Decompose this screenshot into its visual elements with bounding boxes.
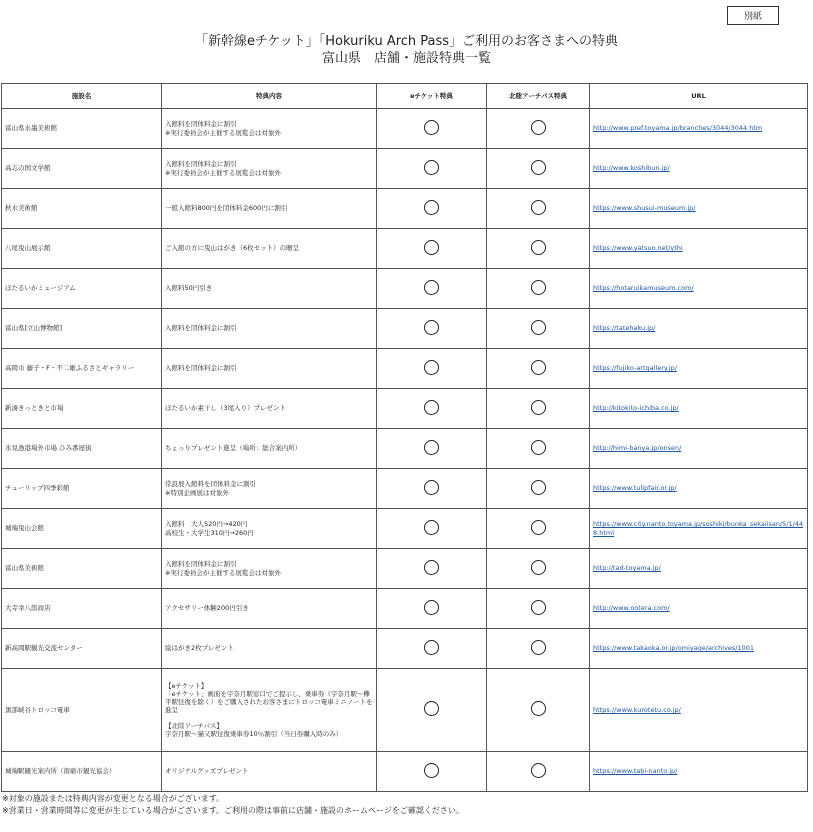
table-row — [2, 589, 808, 629]
header-archpass: 北陸アーチパス特典 — [487, 84, 590, 109]
circle-mark-icon — [531, 240, 546, 255]
facility-name: 大寺幸八郎商店 — [2, 589, 162, 629]
table-row — [2, 229, 808, 269]
url-link[interactable]: http://www.pref.toyama.jp/branches/3044/3044.htm — [590, 109, 808, 149]
url-link[interactable]: https://tatehaku.jp/ — [590, 309, 808, 349]
facility-name: ほたるいかミュージアム — [2, 269, 162, 309]
eticket-mark-cell — [377, 752, 487, 792]
circle-mark-icon — [424, 520, 439, 535]
archpass-mark-cell — [487, 469, 590, 509]
header-benefit: 特典内容 — [162, 84, 377, 109]
circle-mark-icon — [424, 400, 439, 415]
circle-mark-icon — [531, 600, 546, 615]
facility-name: 高志の国文学館 — [2, 149, 162, 189]
eticket-mark-cell — [377, 509, 487, 549]
facility-name: 富山県[立山博物館] — [2, 309, 162, 349]
facility-name: 八尾曳山展示館 — [2, 229, 162, 269]
circle-mark-icon — [531, 200, 546, 215]
table-row — [2, 669, 808, 752]
archpass-mark-cell — [487, 269, 590, 309]
circle-mark-icon — [424, 763, 439, 778]
circle-mark-icon — [531, 320, 546, 335]
benefit-text: ちょっりプレゼント進呈（場所：総合案内所） — [162, 429, 377, 469]
circle-mark-icon — [424, 240, 439, 255]
archpass-mark-cell — [487, 349, 590, 389]
facility-name: 富山県美術館 — [2, 549, 162, 589]
archpass-mark-cell — [487, 389, 590, 429]
eticket-mark-cell — [377, 669, 487, 752]
url-link[interactable]: https://www.yatsuo.net/ythi — [590, 229, 808, 269]
archpass-mark-cell — [487, 509, 590, 549]
table-row — [2, 752, 808, 792]
circle-mark-icon — [531, 480, 546, 495]
url-link[interactable]: https://www.shusui-museum.jp/ — [590, 189, 808, 229]
archpass-mark-cell — [487, 109, 590, 149]
circle-mark-icon — [531, 763, 546, 778]
facility-name: 高岡市 藤子・F・不二雄ふるさとギャラリー — [2, 349, 162, 389]
benefit-text: アクセサリー体験200円引き — [162, 589, 377, 629]
archpass-mark-cell — [487, 429, 590, 469]
circle-mark-icon — [424, 120, 439, 135]
benefit-text: 入館料を団体料金に割引 ※実行委員会が主催する展覧会は対象外 — [162, 109, 377, 149]
circle-mark-icon — [424, 701, 439, 716]
eticket-mark-cell — [377, 389, 487, 429]
facility-name: 城端曳山会館 — [2, 509, 162, 549]
url-link[interactable]: http://himi-banya.jp/onsen/ — [590, 429, 808, 469]
circle-mark-icon — [424, 480, 439, 495]
eticket-mark-cell — [377, 549, 487, 589]
url-link[interactable]: http://tad-toyama.jp/ — [590, 549, 808, 589]
table-row — [2, 509, 808, 549]
benefit-table — [1, 83, 808, 792]
benefit-text: 絵はがき2枚プレゼント — [162, 629, 377, 669]
circle-mark-icon — [531, 440, 546, 455]
eticket-mark-cell — [377, 149, 487, 189]
footnote: ※営業日・営業時間等に変更が生じている場合がございます。ご利用の際は事前に店舗・施設のホームページをご確認ください。 — [2, 806, 464, 815]
facility-name: 富山県水墨美術館 — [2, 109, 162, 149]
page-subtitle: 富山県 店舗・施設特典一覧 — [321, 51, 491, 66]
header-facility: 施設名 — [2, 84, 162, 109]
table-row — [2, 109, 808, 149]
header-url: URL — [590, 84, 808, 109]
circle-mark-icon — [531, 400, 546, 415]
benefit-text: 入館料50円引き — [162, 269, 377, 309]
table-row — [2, 549, 808, 589]
circle-mark-icon — [531, 120, 546, 135]
archpass-mark-cell — [487, 229, 590, 269]
benefit-text: ご入館の方に曳山はがき（6枚セット）の贈呈 — [162, 229, 377, 269]
url-link[interactable]: https://fujiko-artgallery.jp/ — [590, 349, 808, 389]
url-link[interactable]: https://hotaruikamuseum.com/ — [590, 269, 808, 309]
table-row — [2, 389, 808, 429]
circle-mark-icon — [424, 360, 439, 375]
eticket-mark-cell — [377, 589, 487, 629]
page-title: 「新幹線eチケット」「Hokuriku Arch Pass」ご利用のお客さまへの特典 — [194, 34, 619, 49]
eticket-mark-cell — [377, 469, 487, 509]
archpass-mark-cell — [487, 589, 590, 629]
eticket-mark-cell — [377, 309, 487, 349]
facility-name: 新高岡駅観光交流センター — [2, 629, 162, 669]
attachment-badge: 別紙 — [727, 6, 779, 25]
table-row — [2, 269, 808, 309]
archpass-mark-cell — [487, 149, 590, 189]
benefit-text: 入館料を団体料金に割引 — [162, 349, 377, 389]
circle-mark-icon — [424, 560, 439, 575]
archpass-mark-cell — [487, 549, 590, 589]
benefit-text: 【eチケット】 「eチケット」画面を宇奈月駅窓口でご提示し、乗車券（宇奈月駅～欅平駅往復を除く）をご購入されたお客さまにトロッコ電車ミニノートを進呈 【北陸アーチパス】 宇奈月駅～猫又駅往復乗車券10％割引（当日券購入時のみ） — [162, 669, 377, 752]
facility-name: 城端駅観光案内所（南砺市観光協会） — [2, 752, 162, 792]
circle-mark-icon — [531, 160, 546, 175]
benefit-text: 入館料を団体料金に割引 ※実行委員会が主催する展覧会は対象外 — [162, 549, 377, 589]
facility-name: 新湊きっときと市場 — [2, 389, 162, 429]
benefit-text: オリジナルグッズプレゼント — [162, 752, 377, 792]
eticket-mark-cell — [377, 629, 487, 669]
archpass-mark-cell — [487, 309, 590, 349]
archpass-mark-cell — [487, 189, 590, 229]
circle-mark-icon — [531, 280, 546, 295]
table-row — [2, 469, 808, 509]
circle-mark-icon — [424, 640, 439, 655]
archpass-mark-cell — [487, 629, 590, 669]
table-header-row — [2, 84, 808, 109]
header-eticket: eチケット特典 — [377, 84, 487, 109]
circle-mark-icon — [531, 360, 546, 375]
circle-mark-icon — [531, 701, 546, 716]
facility-name: 黒部峡谷トロッコ電車 — [2, 669, 162, 752]
archpass-mark-cell — [487, 669, 590, 752]
archpass-mark-cell — [487, 752, 590, 792]
benefit-text: 入館料を団体料金に割引 — [162, 309, 377, 349]
url-link[interactable]: http://www.ootera.com/ — [590, 589, 808, 629]
benefit-text: 入館料を団体料金に割引 ※実行委員会が主催する展覧会は対象外 — [162, 149, 377, 189]
circle-mark-icon — [531, 640, 546, 655]
facility-name: チューリップ四季彩館 — [2, 469, 162, 509]
url-link[interactable]: http://www.koshibun.jp/ — [590, 149, 808, 189]
url-link[interactable]: https://www.takaoka.or.jp/omiyage/archives/1001 — [590, 629, 808, 669]
eticket-mark-cell — [377, 349, 487, 389]
table-row — [2, 189, 808, 229]
url-link[interactable]: http://kitokito-ichiba.co.jp/ — [590, 389, 808, 429]
url-link[interactable]: https://www.city.nanto.toyama.jp/soshiki/bunka_sekaiisan/5/1/448.html — [590, 509, 808, 549]
facility-name: 秋水美術館 — [2, 189, 162, 229]
facility-name: 氷見漁港場外市場 ひみ番屋街 — [2, 429, 162, 469]
table-row — [2, 149, 808, 189]
benefit-text: 入館料 大人520円→420円 高校生・大学生310円→260円 — [162, 509, 377, 549]
eticket-mark-cell — [377, 229, 487, 269]
circle-mark-icon — [424, 200, 439, 215]
benefit-text: ほたるいか素干し（3尾入り）プレゼント — [162, 389, 377, 429]
circle-mark-icon — [424, 160, 439, 175]
eticket-mark-cell — [377, 189, 487, 229]
table-row — [2, 309, 808, 349]
circle-mark-icon — [424, 280, 439, 295]
circle-mark-icon — [531, 560, 546, 575]
circle-mark-icon — [424, 320, 439, 335]
benefit-text: 一般入館料800円を団体料金600円に割引 — [162, 189, 377, 229]
table-row — [2, 629, 808, 669]
url-link[interactable]: https://www.tabi-nanto.jp/ — [590, 752, 808, 792]
url-link[interactable]: https://www.tulipfair.or.jp/ — [590, 469, 808, 509]
table-row — [2, 349, 808, 389]
circle-mark-icon — [424, 600, 439, 615]
eticket-mark-cell — [377, 109, 487, 149]
circle-mark-icon — [424, 440, 439, 455]
circle-mark-icon — [531, 520, 546, 535]
eticket-mark-cell — [377, 429, 487, 469]
table-row — [2, 429, 808, 469]
eticket-mark-cell — [377, 269, 487, 309]
footnotes — [2, 793, 464, 817]
url-link[interactable]: https://www.kurotetu.co.jp/ — [590, 669, 808, 752]
benefit-text: 常設展入館料を団体料金に割引 ※特別企画展は対象外 — [162, 469, 377, 509]
footnote: ※対象の施設または特典内容が変更となる場合がございます。 — [2, 794, 225, 803]
